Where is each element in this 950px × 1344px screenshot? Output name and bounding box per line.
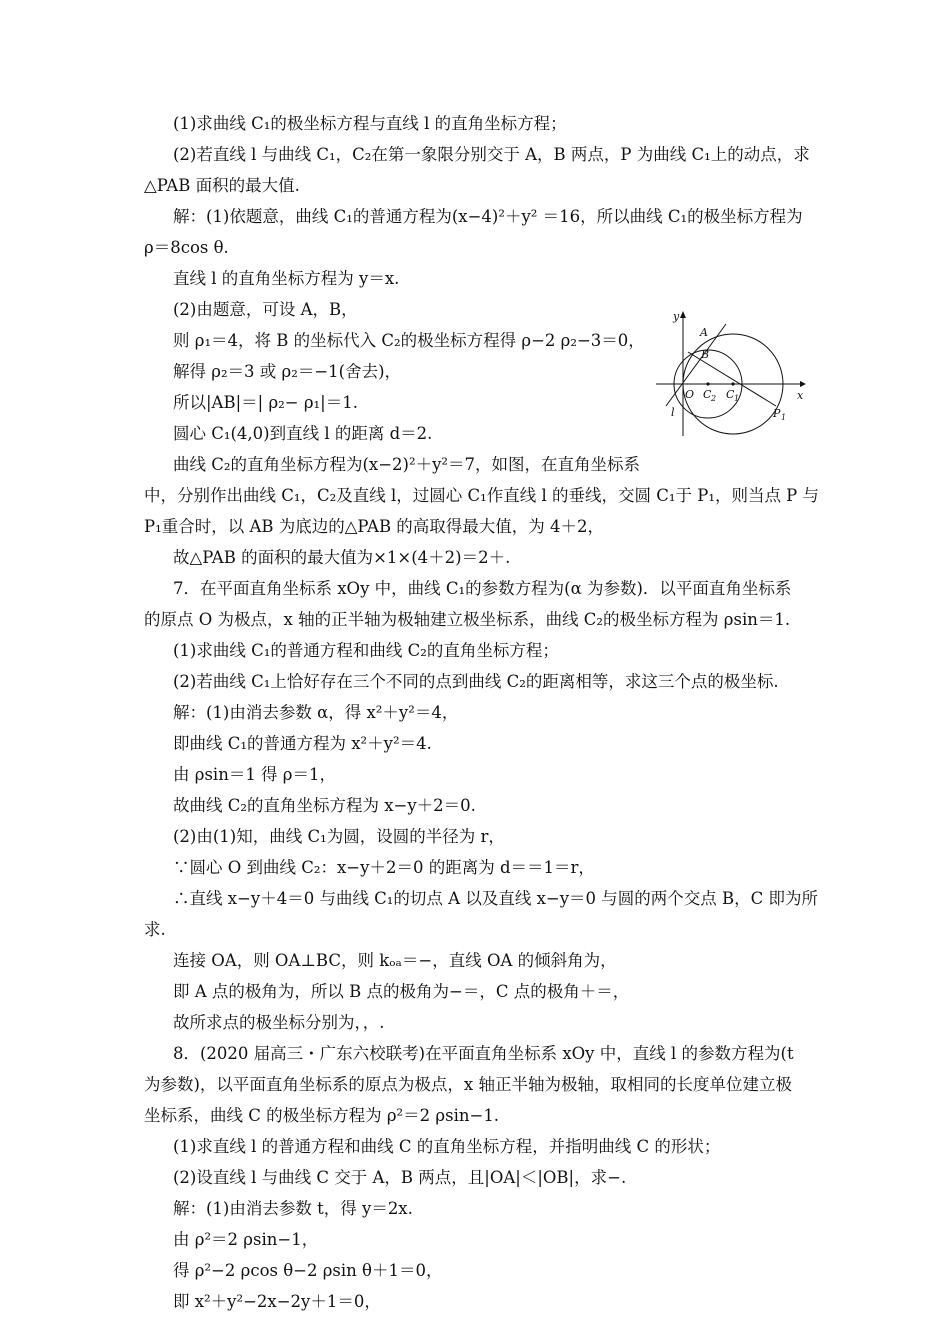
text-line: ∵圆心 O 到曲线 C₂：x−y＋2＝0 的距离为 d＝＝1＝r， (173, 858, 595, 877)
label-l: l (671, 406, 675, 419)
text-line: 直线 l 的直角坐标方程为 y＝x. (173, 269, 400, 288)
text-line: 解得 ρ₂＝3 或 ρ₂＝−1(舍去)， (173, 362, 402, 381)
y-axis-arrow (680, 311, 686, 318)
label-c2-sub: 2 (711, 394, 717, 403)
label-y: y (673, 310, 680, 323)
text-line: 为参数)，以平面直角坐标系的原点为极点，x 轴正半轴为极轴，取相同的长度单位建立极 (144, 1075, 792, 1094)
text-line: ∴直线 x−y＋4＝0 与曲线 C₁的切点 A 以及直线 x−y＝0 与圆的两个交点 B，C 即为所 (173, 889, 819, 908)
text-line: 圆心 C₁(4,0)到直线 l 的距离 d＝2. (173, 424, 433, 443)
label-p1-sub: 1 (781, 413, 787, 422)
text-line: (2)由题意，可设 A，B， (173, 300, 358, 319)
text-line: 求. (144, 920, 166, 939)
text-line: 即 A 点的极角为，所以 B 点的极角为−＝，C 点的极角＋＝， (173, 982, 630, 1001)
label-p1: P (773, 407, 781, 420)
text-line: 由 ρsin＝1 得 ρ＝1， (173, 765, 337, 784)
text-line: △PAB 面积的最大值. (144, 176, 300, 195)
figure-svg (648, 306, 808, 441)
text-line: (2)由(1)知，曲线 C₁为圆，设圆的半径为 r， (173, 827, 505, 846)
text-line: 故△PAB 的面积的最大值为×1×(4＋2)＝2＋. (173, 548, 511, 567)
line-l (666, 324, 726, 406)
label-b: B (701, 348, 710, 361)
text-line: 连接 OA，则 OA⊥BC，则 kₒₐ＝−，直线 OA 的倾斜角为， (173, 951, 617, 970)
text-line: (1)求直线 l 的普通方程和曲线 C 的直角坐标方程，并指明曲线 C 的形状； (173, 1137, 721, 1156)
text-line: (2)若直线 l 与曲线 C₁，C₂在第一象限分别交于 A，B 两点，P 为曲线 C₁上的动点，求 (173, 145, 810, 164)
label-o: O (685, 388, 695, 401)
text-line: 解：(1)依题意，曲线 C₁的普通方程为(x−4)²＋y² ＝16，所以曲线 C₁的极坐标方程为 (173, 207, 803, 226)
text-line: 曲线 C₂的直角坐标方程为(x−2)²＋y²＝7，如图，在直角坐标系 (173, 455, 641, 474)
text-line: 由 ρ²＝2 ρsin−1， (173, 1230, 319, 1249)
text-line: (2)设直线 l 与曲线 C 交于 A，B 两点，且|OA|＜|OB|，求−. (173, 1168, 627, 1187)
label-c1: C (726, 388, 735, 401)
text-line: 所以|AB|＝| ρ₂− ρ₁|＝1. (173, 393, 358, 412)
text-line: 中，分别作出曲线 C₁，C₂及直线 l，过圆心 C₁作直线 l 的垂线，交圆 C₁于 P₁，则当点 P 与 (144, 486, 820, 505)
text-line: (1)求曲线 C₁的极坐标方程与直线 l 的直角坐标方程； (173, 114, 567, 133)
label-x: x (797, 389, 804, 402)
text-line: 即 x²＋y²−2x−2y＋1＝0， (173, 1292, 381, 1311)
text-line: 得 ρ²−2 ρcos θ−2 ρsin θ＋1＝0， (173, 1261, 443, 1280)
x-axis-arrow (800, 381, 806, 387)
text-line: (1)求曲线 C₁的普通方程和曲线 C₂的直角坐标方程； (173, 641, 559, 660)
text-line: ρ＝8cos θ. (144, 238, 229, 257)
text-line: 解：(1)由消去参数 α，得 x²＋y²＝4， (173, 703, 459, 722)
text-line: 的原点 O 为极点，x 轴的正半轴为极轴建立极坐标系，曲线 C₂的极坐标方程为 ρsin＝1. (144, 610, 791, 629)
text-line: 8．(2020 届高三・广东六校联考)在平面直角坐标系 xOy 中，直线 l 的参数方程为(t (173, 1044, 794, 1063)
label-c1-sub: 1 (734, 394, 740, 403)
text-line: 即曲线 C₁的普通方程为 x²＋y²＝4. (173, 734, 432, 753)
text-line: 故曲线 C₂的直角坐标方程为 x−y＋2＝0. (173, 796, 476, 815)
text-line: (2)若曲线 C₁上恰好存在三个不同的点到曲线 C₂的距离相等，求这三个点的极坐标. (173, 672, 779, 691)
text-line: 7．在平面直角坐标系 xOy 中，曲线 C₁的参数方程为(α 为参数)．以平面直角坐标系 (173, 579, 792, 598)
point-c2 (706, 382, 709, 385)
geometry-figure (648, 306, 808, 441)
text-line: 则 ρ₁＝4，将 B 的坐标代入 C₂的极坐标方程得 ρ−2 ρ₂−3＝0， (173, 331, 645, 350)
text-line: 故所求点的极坐标分别为，，. (173, 1013, 385, 1032)
text-line: 坐标系，曲线 C 的极坐标方程为 ρ²＝2 ρsin−1. (144, 1106, 500, 1125)
label-a: A (700, 326, 708, 339)
point-c1 (731, 382, 734, 385)
text-line: 解：(1)由消去参数 t，得 y＝2x. (173, 1199, 413, 1218)
text-line: P₁重合时，以 AB 为底边的△PAB 的高取得最大值，为 4＋2， (144, 517, 605, 536)
label-c2: C (703, 388, 712, 401)
